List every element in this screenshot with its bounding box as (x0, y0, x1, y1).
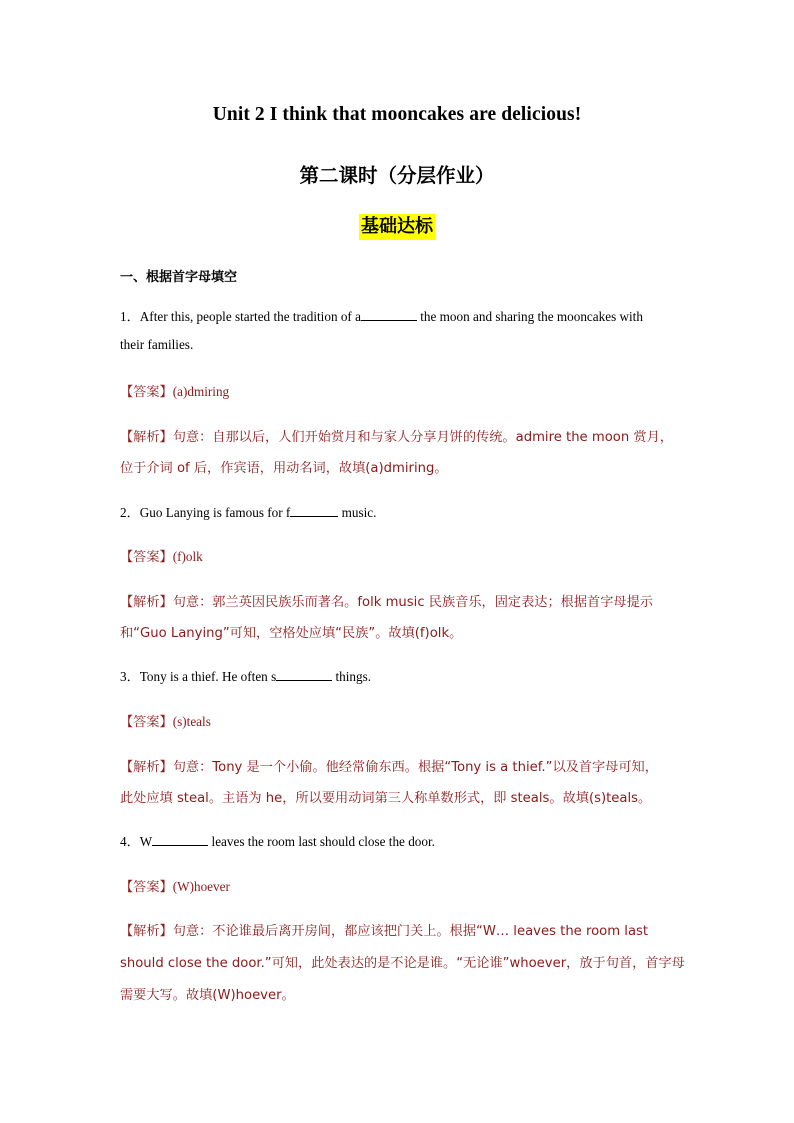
answer-tag: 【答案】 (120, 715, 173, 730)
analysis-4 (120, 920, 680, 939)
analysis-tag: 【解析】 (120, 595, 173, 610)
question-2 (120, 502, 680, 521)
answer-blank (290, 504, 338, 517)
answer-1 (120, 381, 680, 400)
analysis-text: 句意：Tony 是一个小偷。他经常偷东西。根据“Tony is a thief.”以及首字母可知， (172, 760, 658, 775)
analysis-3 (120, 756, 680, 775)
question-text: Guo Lanying is famous for f (139, 505, 291, 520)
answer-value: (f)olk (172, 549, 203, 564)
section-heading: 一、根据首字母填空 (120, 270, 238, 285)
question-number: 1． (120, 309, 140, 324)
question-text: the moon and sharing the mooncakes with (416, 309, 643, 324)
analysis-tag: 【解析】 (120, 924, 173, 939)
analysis-text: 句意：不论谁最后离开房间，都应该把门关上。根据“W… leaves the room last (172, 924, 649, 939)
question-number: 3． (120, 669, 140, 684)
answer-3 (120, 711, 680, 730)
answer-2 (120, 546, 680, 565)
answer-tag: 【答案】 (120, 385, 173, 400)
analysis-text: 句意：郭兰英因民族乐而著名。folk music 民族音乐，固定表达；根据首字母提示 (172, 595, 653, 610)
analysis-4-continued-2: 需要大写。故填(W)hoever。 (120, 988, 295, 1003)
question-text: leaves the room last should close the door. (208, 834, 435, 849)
analysis-2 (120, 591, 680, 610)
answer-tag: 【答案】 (120, 550, 173, 565)
level-heading-wrap (0, 214, 794, 240)
question-number: 2． (120, 505, 140, 520)
analysis-tag: 【解析】 (120, 760, 173, 775)
analysis-3-continued: 此处应填 steal。主语为 he，所以要用动词第三人称单数形式，即 steals。故填(s)teals。 (120, 791, 652, 806)
answer-tag: 【答案】 (120, 880, 173, 895)
answer-blank (152, 833, 208, 846)
answer-blank (361, 308, 417, 321)
analysis-2-continued: 和“Guo Lanying”可知，空格处应填“民族”。故填(f)olk。 (120, 626, 463, 641)
analysis-text: 句意：自那以后，人们开始赏月和与家人分享月饼的传统。admire the moon 赏月， (172, 430, 673, 445)
question-text: music. (338, 505, 377, 520)
page-title: Unit 2 I think that mooncakes are delicious! (212, 104, 582, 125)
question-3 (120, 666, 680, 685)
analysis-1-continued: 位于介词 of 后，作宾语，用动名词，故填(a)dmiring。 (120, 461, 448, 476)
question-number: 4． (120, 834, 140, 849)
analysis-1 (120, 426, 680, 445)
question-text: things. (332, 669, 372, 684)
question-text: After this, people started the tradition of a (139, 309, 361, 324)
answer-value: (W)hoever (172, 879, 230, 894)
answer-4 (120, 876, 680, 895)
level-heading: 基础达标 (359, 214, 435, 240)
question-1-continued: their families. (120, 337, 194, 352)
question-4 (120, 831, 680, 850)
lesson-subtitle: 第二课时（分层作业） (299, 164, 495, 187)
answer-value: (s)teals (172, 714, 211, 729)
answer-value: (a)dmiring (172, 384, 230, 399)
analysis-tag: 【解析】 (120, 430, 173, 445)
question-1 (120, 306, 680, 325)
question-text: Tony is a thief. He often s (139, 669, 277, 684)
question-text: W (139, 834, 153, 849)
answer-blank (276, 668, 332, 681)
analysis-4-continued: should close the door.”可知，此处表达的是不论是谁。“无论谁”whoever，放于句首，首字母 (120, 956, 685, 971)
